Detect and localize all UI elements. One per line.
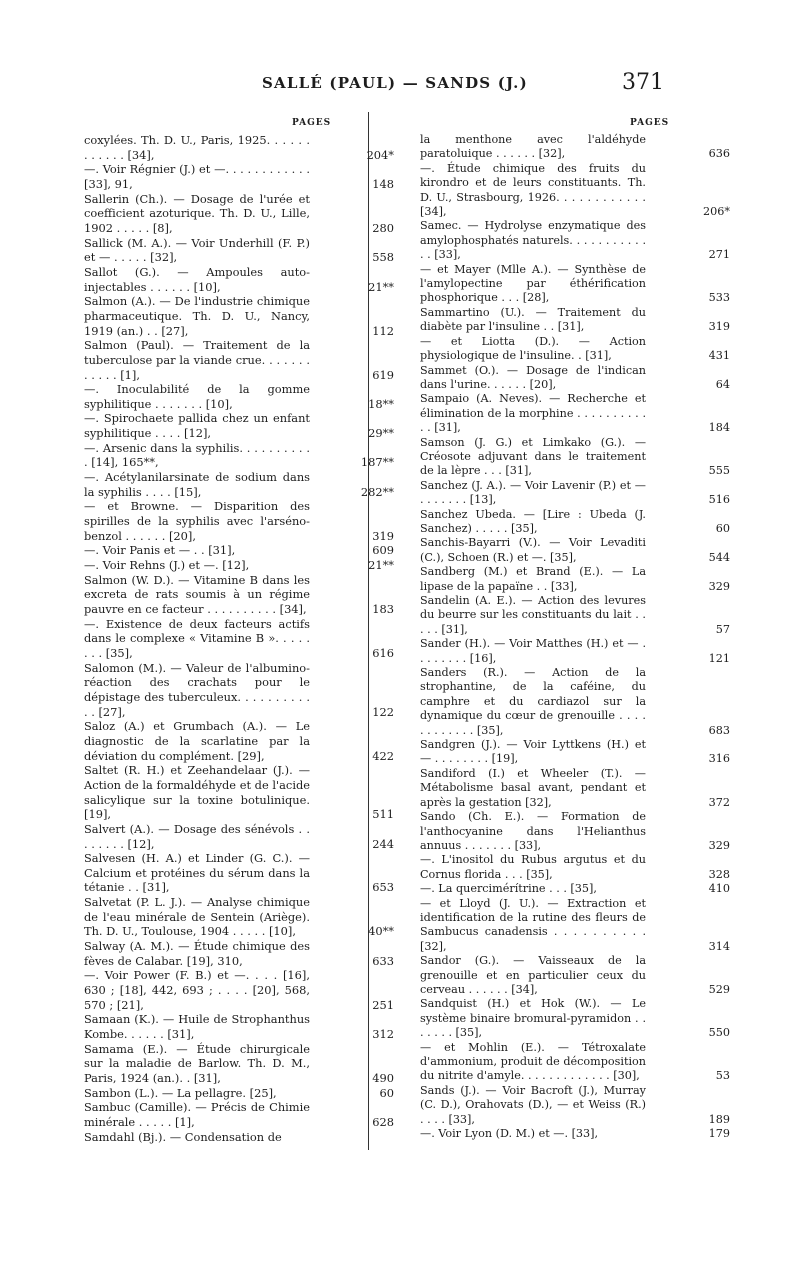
index-entry: [84, 661, 396, 720]
entry-page: 319: [708, 320, 730, 334]
entry-text: Salvetat (P. L. J.). — Analyse chimique de l'eau minérale de Sentein (Ariège). Th. D. U., Toulouse, 1904 . . . . . [10],: [84, 895, 310, 939]
entry-page: 148: [372, 176, 394, 191]
entry-page: 189: [708, 1112, 730, 1126]
entry-page: 251: [372, 997, 394, 1012]
page-number: 371: [622, 70, 664, 95]
index-entry: [84, 543, 396, 558]
entry-page: 609: [372, 543, 394, 558]
entry-text: Sammet (O.). — Dosage de l'indican dans l'urine. . . . . . [20],: [420, 363, 646, 391]
entry-text: Sambuc (Camille). — Précis de Chimie minérale . . . . . [1],: [84, 1100, 310, 1129]
entry-text: —. Étude chimique des fruits du kirondro et de leurs constituants. Th. D. U., Strasbourg, 1926. . . . . . . . . . . . [34],: [420, 161, 646, 219]
entry-text: Sallick (M. A.). — Voir Underhill (F. P.) et — . . . . . [32],: [84, 235, 310, 265]
entry-page: 314: [708, 939, 730, 953]
index-entry: [420, 219, 732, 262]
entry-page: 431: [708, 349, 730, 363]
entry-text: — et Liotta (D.). — Action physiologique de l'insuline. . [31],: [420, 334, 646, 363]
entry-text: coxylées. Th. D. U., Paris, 1925. . . . . . . . . . . . [34],: [84, 133, 310, 162]
entry-text: —. Voir Panis et — . . [31],: [84, 543, 236, 558]
entry-page: 490: [372, 1071, 394, 1085]
entry-text: Sandelin (A. E.). — Action des levures du beurre sur les constituants du lait . . . . . [31],: [420, 594, 646, 636]
entry-page: 122: [372, 704, 394, 719]
entry-text: Sallot (G.). — Ampoules auto-injectables . . . . . . [10],: [84, 264, 310, 294]
index-entry: [84, 499, 396, 543]
index-entry: [84, 133, 396, 162]
entry-page: 21**: [368, 558, 394, 573]
entry-page: 329: [708, 838, 730, 852]
index-entry: [420, 162, 732, 220]
entry-page: 121: [708, 651, 730, 665]
index-entry: [84, 573, 396, 617]
index-entry: [420, 997, 732, 1040]
running-head: SALLÉ (PAUL) — SANDS (J.): [262, 74, 528, 92]
entry-page: 271: [708, 248, 730, 262]
entry-text: — et Lloyd (J. U.). — Extraction et identification de la rutine des fleurs de Sambucus canadensis . . . . . . . . . . [32],: [420, 896, 646, 953]
index-entry: [84, 265, 396, 294]
entry-page: 636: [708, 147, 730, 161]
index-entry: [420, 536, 732, 565]
index-entry: [420, 1084, 732, 1127]
index-entry: [420, 853, 732, 882]
entry-text: Salomon (M.). — Valeur de l'albumino-réaction des crachats pour le dépistage des tuberculeux. . . . . . . . . . . . [27],: [84, 660, 310, 719]
index-entry: [420, 508, 732, 537]
entry-text: Salmon (A.). — De l'industrie chimique pharmaceutique. Th. D. U., Nancy, 1919 (an.) . . [27],: [84, 294, 310, 338]
entry-page: 529: [708, 982, 730, 996]
entry-page: 633: [372, 953, 394, 968]
entry-text: Sandiford (I.) et Wheeler (T.). — Métabolisme basal avant, pendant et après la gestation [32],: [420, 766, 646, 809]
index-entry: [420, 738, 732, 767]
entry-page: 329: [708, 579, 730, 593]
index-entry: [84, 617, 396, 661]
entry-text: Samaan (K.). — Huile de Strophanthus Kombe. . . . . . [31],: [84, 1012, 310, 1042]
entry-text: Salvert (A.). — Dosage des sénévols . . . . . . . . [12],: [84, 821, 310, 851]
index-entry: [84, 1130, 396, 1145]
entry-text: —. Voir Rehns (J.) et —. [12],: [84, 558, 250, 573]
index-entry: [420, 767, 732, 810]
entry-text: Sandor (G.). — Vaisseaux de la grenouille et en particulier ceux du cerveau . . . . . . [34],: [420, 954, 646, 996]
entry-page: 410: [708, 882, 730, 896]
entry-text: Samec. — Hydrolyse enzymatique des amylophosphatés naturels. . . . . . . . . . . . . [33],: [420, 219, 646, 262]
entry-text: —. Voir Régnier (J.) et —. . . . . . . . . . . . [33], 91,: [84, 162, 310, 191]
index-entry: [84, 851, 396, 895]
entry-text: Salvesen (H. A.) et Linder (G. C.). — Calcium et protéines du sérum dans la tétanie . . [31],: [84, 851, 310, 895]
entry-text: — et Browne. — Disparition des spirilles de la syphilis avec l'arséno-benzol . . . . . . [20],: [84, 499, 310, 543]
entry-page: 187**: [360, 455, 394, 470]
index-entry: [420, 882, 732, 896]
entry-page: 533: [708, 291, 730, 305]
index-entry: [420, 666, 732, 738]
index-entry: [420, 335, 732, 364]
index-entry: [84, 763, 396, 822]
index-entry: [84, 558, 396, 573]
index-entry: [420, 810, 732, 853]
index-entry: [84, 1086, 396, 1101]
entry-text: Samson (J. G.) et Limkako (G.). — Créosote adjuvant dans le traitement de la lèpre . . . [31],: [420, 435, 646, 478]
entry-page: 683: [708, 723, 730, 737]
entry-text: —. Spirochaete pallida chez un enfant syphilitique . . . . [12],: [84, 411, 310, 441]
entry-text: Salmon (W. D.). — Vitamine B dans les excreta de rats soumis à un régime pauvre en ce facteur . . . . . . . . . . [34],: [84, 572, 310, 616]
index-entry: [84, 338, 396, 382]
index-entry: [420, 263, 732, 306]
entry-page: 544: [708, 550, 730, 564]
index-entry: [420, 133, 732, 162]
entry-page: 328: [708, 867, 730, 881]
entry-text: —. Voir Power (F. B.) et —. . . . [16], 630 ; [18], 442, 693 ; . . . . [20], 568, 570 ; [21],: [84, 968, 310, 1012]
entry-page: 616: [372, 645, 394, 660]
pages-label-right: PAGES: [630, 118, 670, 128]
entry-text: Sanchis-Bayarri (V.). — Voir Levaditi (C.), Schoen (R.) et —. [35],: [420, 536, 646, 564]
entry-text: Saltet (R. H.) et Zeehandelaar (J.). — Action de la formaldéhyde et de l'acide salicylique sur la toxine botulinique. [19],: [84, 763, 310, 822]
entry-page: 53: [715, 1069, 730, 1083]
entry-page: 653: [372, 880, 394, 895]
index-entry: [84, 968, 396, 1012]
entry-page: 183: [372, 602, 394, 616]
index-entry: [84, 162, 396, 191]
entry-text: —. Existence de deux facteurs actifs dans le complexe « Vitamine B ». . . . . . . . [35],: [84, 616, 310, 660]
entry-text: Sambon (L.). — La pellagre. [25],: [84, 1085, 277, 1100]
entry-page: 372: [708, 795, 730, 809]
entry-page: 558: [372, 250, 394, 265]
index-entry: [84, 192, 396, 236]
entry-text: Sanchez (J. A.). — Voir Lavenir (P.) et — . . . . . . . [13],: [420, 478, 646, 507]
entry-text: la menthone avec l'aldéhyde paratoluique . . . . . . [32],: [420, 133, 646, 161]
entry-text: —. Acétylanilarsinate de sodium dans la syphilis . . . . [15],: [84, 470, 310, 499]
entry-text: Sander (H.). — Voir Matthes (H.) et — . . . . . . . . [16],: [420, 637, 646, 665]
entry-page: 319: [372, 528, 394, 543]
entry-text: Sandberg (M.) et Brand (E.). — La lipase de la papaïne . . [33],: [420, 565, 646, 593]
entry-text: Sando (Ch. E.). — Formation de l'anthocyanine dans l'Helianthus annuus . . . . . . . [33],: [420, 810, 646, 852]
index-entry: [420, 637, 732, 666]
entry-text: Salway (A. M.). — Étude chimique des fèves de Calabar. [19], 310,: [84, 939, 310, 968]
entry-page: 555: [708, 464, 730, 478]
entry-text: Sampaio (A. Neves). — Recherche et élimination de la morphine . . . . . . . . . . . . [31],: [420, 392, 646, 435]
index-entry: [84, 895, 396, 939]
entry-page: 60: [715, 521, 730, 535]
index-entry: [420, 392, 732, 435]
entry-page: 18**: [368, 396, 394, 411]
entry-text: —. La quercimérítrine . . . [35],: [420, 882, 597, 896]
entry-page: 316: [708, 752, 730, 766]
index-entry: [420, 565, 732, 594]
entry-text: Salmon (Paul). — Traitement de la tuberculose par la viande crue. . . . . . . . . . . . [1],: [84, 338, 310, 382]
index-entry: [420, 436, 732, 479]
entry-text: —. Inoculabilité de la gomme syphilitique . . . . . . . [10],: [84, 382, 310, 411]
index-entry: [420, 479, 732, 508]
entry-text: Sandgren (J.). — Voir Lyttkens (H.) et — . . . . . . . . [19],: [420, 738, 646, 766]
entry-page: 282**: [360, 484, 394, 499]
entry-page: 29**: [368, 426, 394, 441]
entry-page: 184: [708, 421, 730, 435]
entry-page: 64: [715, 377, 730, 391]
entry-text: —. L'inositol du Rubus argutus et du Cornus florida . . . [35],: [420, 853, 646, 881]
entry-text: Sallerin (Ch.). — Dosage de l'urée et coefficient azoturique. Th. D. U., Lille, 1902 . . . . . [8],: [84, 191, 310, 235]
index-entry: [84, 1012, 396, 1041]
index-entry: [84, 939, 396, 968]
entry-page: 206*: [703, 205, 730, 219]
entry-text: Sammartino (U.). — Traitement du diabète par l'insuline . . [31],: [420, 305, 646, 334]
entry-page: 112: [372, 323, 394, 338]
index-entry: [84, 236, 396, 265]
entry-page: 204*: [366, 147, 394, 162]
entry-page: 516: [708, 493, 730, 507]
entry-page: 280: [372, 220, 394, 235]
entry-text: Sanchez Ubeda. — [Lire : Ubeda (J. Sanchez) . . . . . [35],: [420, 507, 646, 535]
page-header: [0, 66, 800, 96]
entry-text: Samama (E.). — Étude chirurgicale sur la maladie de Barlow. Th. D. M., Paris, 1924 (an.). . [31],: [84, 1041, 310, 1085]
entry-page: 57: [715, 622, 730, 636]
right-column: [420, 133, 732, 1141]
entry-page: 60: [379, 1085, 394, 1100]
entry-page: 21**: [368, 279, 394, 294]
entry-text: Sands (J.). — Voir Bacroft (J.), Murray (C. D.), Orahovats (D.), — et Weiss (R.) . . . . [33],: [420, 1083, 646, 1126]
entry-text: — et Mayer (Mlle A.). — Synthèse de l'amylopectine par éthérification phosphorique . . . [28],: [420, 262, 646, 305]
index-entry: [420, 594, 732, 637]
entry-page: 179: [708, 1127, 730, 1141]
index-entry: [84, 470, 396, 499]
entry-text: Sanders (R.). — Action de la strophantine, de la caféine, du camphre et du cardiazol sur la dynamique du cœur de grenouille . . . . . . . . . . . . [35],: [420, 666, 646, 737]
index-entry: [420, 364, 732, 393]
entry-page: 628: [372, 1114, 394, 1129]
entry-text: —. Arsenic dans la syphilis. . . . . . . . . . . [14], 165**,: [84, 440, 310, 470]
index-entry: [420, 1041, 732, 1084]
index-entry: [84, 294, 396, 338]
entry-page: 244: [372, 836, 394, 851]
entry-page: 422: [372, 748, 394, 763]
index-entry: [84, 1100, 396, 1129]
index-entry: [84, 411, 396, 440]
entry-text: Samdahl (Bj.). — Condensation de: [84, 1129, 282, 1144]
entry-text: Saloz (A.) et Grumbach (A.). — Le diagnostic de la scarlatine par la déviation du complément. [29],: [84, 719, 310, 763]
entry-page: 619: [372, 367, 394, 382]
index-entry: [84, 382, 396, 411]
entry-page: 40**: [368, 924, 394, 939]
entry-text: —. Voir Lyon (D. M.) et —. [33],: [420, 1127, 599, 1141]
index-entry: [420, 954, 732, 997]
index-entry: [84, 1042, 396, 1086]
entry-text: — et Mohlin (E.). — Tétroxalate d'ammonium, produit de décomposition du nitrite d'amyle. . . . . . . . . . . . . [30],: [420, 1040, 646, 1083]
index-entry: [420, 897, 732, 955]
index-entry: [420, 306, 732, 335]
entry-text: Sandquist (H.) et Hok (W.). — Le système binaire bromural-pyramidon . . . . . . . [35],: [420, 997, 646, 1040]
index-entry: [84, 822, 396, 851]
pages-label-left: PAGES: [292, 118, 332, 128]
index-entry: [84, 719, 396, 763]
entry-page: 550: [708, 1026, 730, 1040]
index-entry: [420, 1127, 732, 1141]
entry-page: 511: [372, 807, 394, 822]
entry-page: 312: [372, 1027, 394, 1042]
left-column: [84, 133, 396, 1144]
index-entry: [84, 441, 396, 470]
